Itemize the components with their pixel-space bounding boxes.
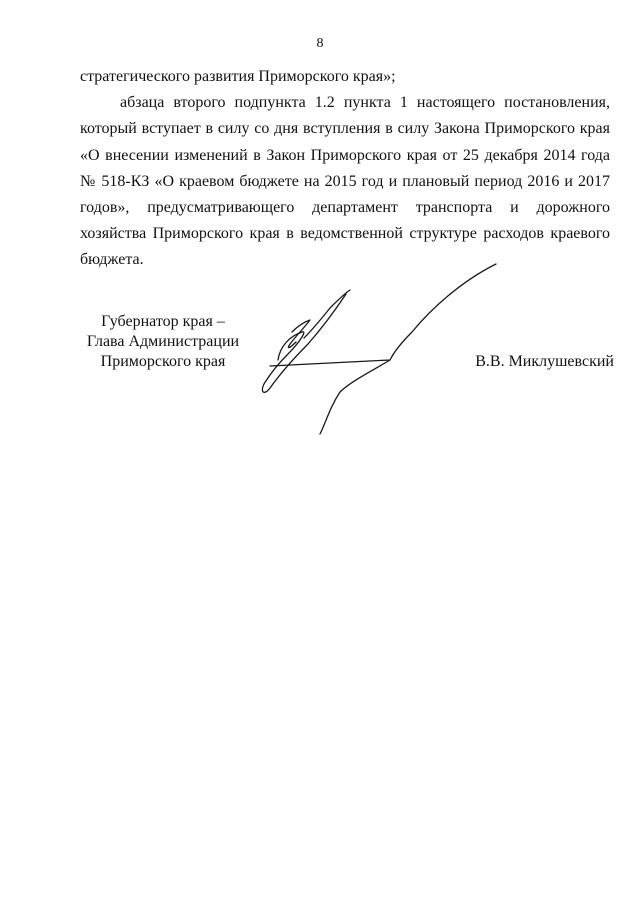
paragraph-main: абзаца второго подпункта 1.2 пункта 1 настоящего постановления, который вступает в силу со дня вступления в силу Закона Приморского края «О внесении изменений в Закон Приморского края от 25 декабря 2014 года № 518-КЗ «О краевом бюджете на 2015 год и плановый период 2016 и 2017 годов», предусматривающего департамент транспорта и дорожного хозяйства Приморского края в ведомственной структуре расходов краевого бюджета. — [80, 94, 610, 269]
signer-title-line-2: Глава Администрации — [86, 333, 240, 350]
signer-title-line-1: Губернатор края – — [101, 313, 225, 330]
page-number: 8 — [316, 36, 324, 51]
document-body — [80, 64, 610, 274]
signer-title-line-3: Приморского края — [100, 353, 226, 370]
handwritten-signature — [250, 262, 510, 442]
paragraph-continuation: стратегического развития Приморского края»; — [80, 68, 396, 85]
signer-title — [80, 312, 246, 372]
signer-name: В.В. Миклушевский — [475, 353, 614, 370]
